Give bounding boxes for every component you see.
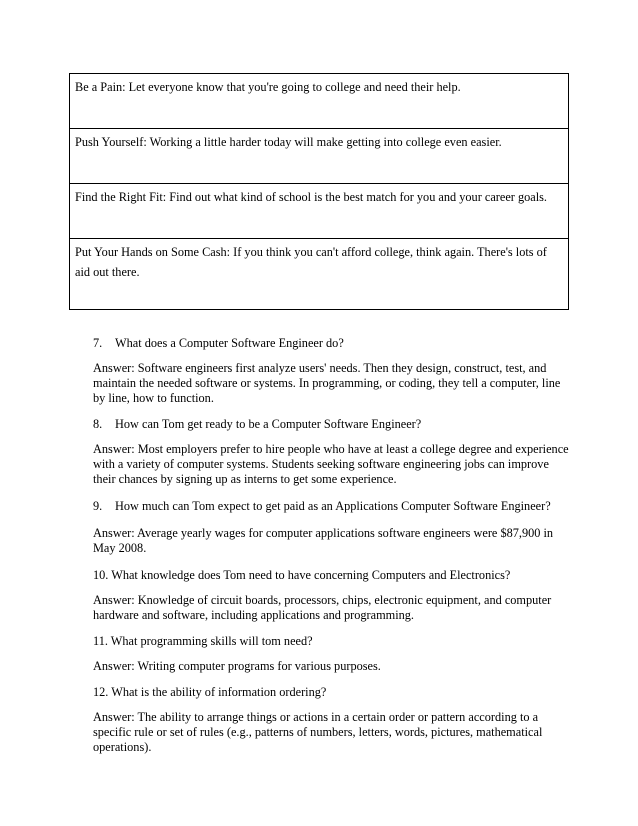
question-11: 11. What programming skills will tom need? <box>93 634 313 648</box>
tip-row: Be a Pain: Let everyone know that you're going to college and need their help. <box>70 74 568 129</box>
question-answer-list <box>93 335 573 755</box>
question-10: 10. What knowledge does Tom need to have concerning Computers and Electronics? <box>93 568 511 582</box>
answer-8: Answer: Most employers prefer to hire people who have at least a college degree and experience with a variety of computer systems. Students seeking software engineering jobs can improve their chances by signing up as interns to get some experience. <box>93 442 569 486</box>
question-7: 7. What does a Computer Software Engineer do? <box>93 336 344 350</box>
question-9: 9. How much can Tom expect to get paid as an Applications Computer Software Engineer? <box>93 499 551 513</box>
answer-10: Answer: Knowledge of circuit boards, processors, chips, electronic equipment, and computer hardware and software, including applications and programming. <box>93 593 552 622</box>
answer-9: Answer: Average yearly wages for computer applications software engineers were $87,900 in May 2008. <box>93 526 554 555</box>
tip-row: Put Your Hands on Some Cash: If you think you can't afford college, think again. There's lots of aid out there. <box>75 245 547 279</box>
answer-7: Answer: Software engineers first analyze users' needs. Then they design, construct, test, and maintain the needed software or systems. In programming, or coding, they tell a computer, line by line, how to function. <box>93 361 561 405</box>
question-12: 12. What is the ability of information ordering? <box>93 685 327 699</box>
tip-row: Push Yourself: Working a little harder today will make getting into college even easier. <box>70 129 568 184</box>
tip-row: Find the Right Fit: Find out what kind of school is the best match for you and your career goals. <box>70 184 568 239</box>
answer-11: Answer: Writing computer programs for various purposes. <box>93 659 381 673</box>
answer-12: Answer: The ability to arrange things or actions in a certain order or pattern according to a specific rule or set of rules (e.g., patterns of numbers, letters, words, pictures, mathematical operations). <box>93 710 543 754</box>
question-8: 8. How can Tom get ready to be a Computer Software Engineer? <box>93 417 422 431</box>
tips-table <box>69 73 569 310</box>
